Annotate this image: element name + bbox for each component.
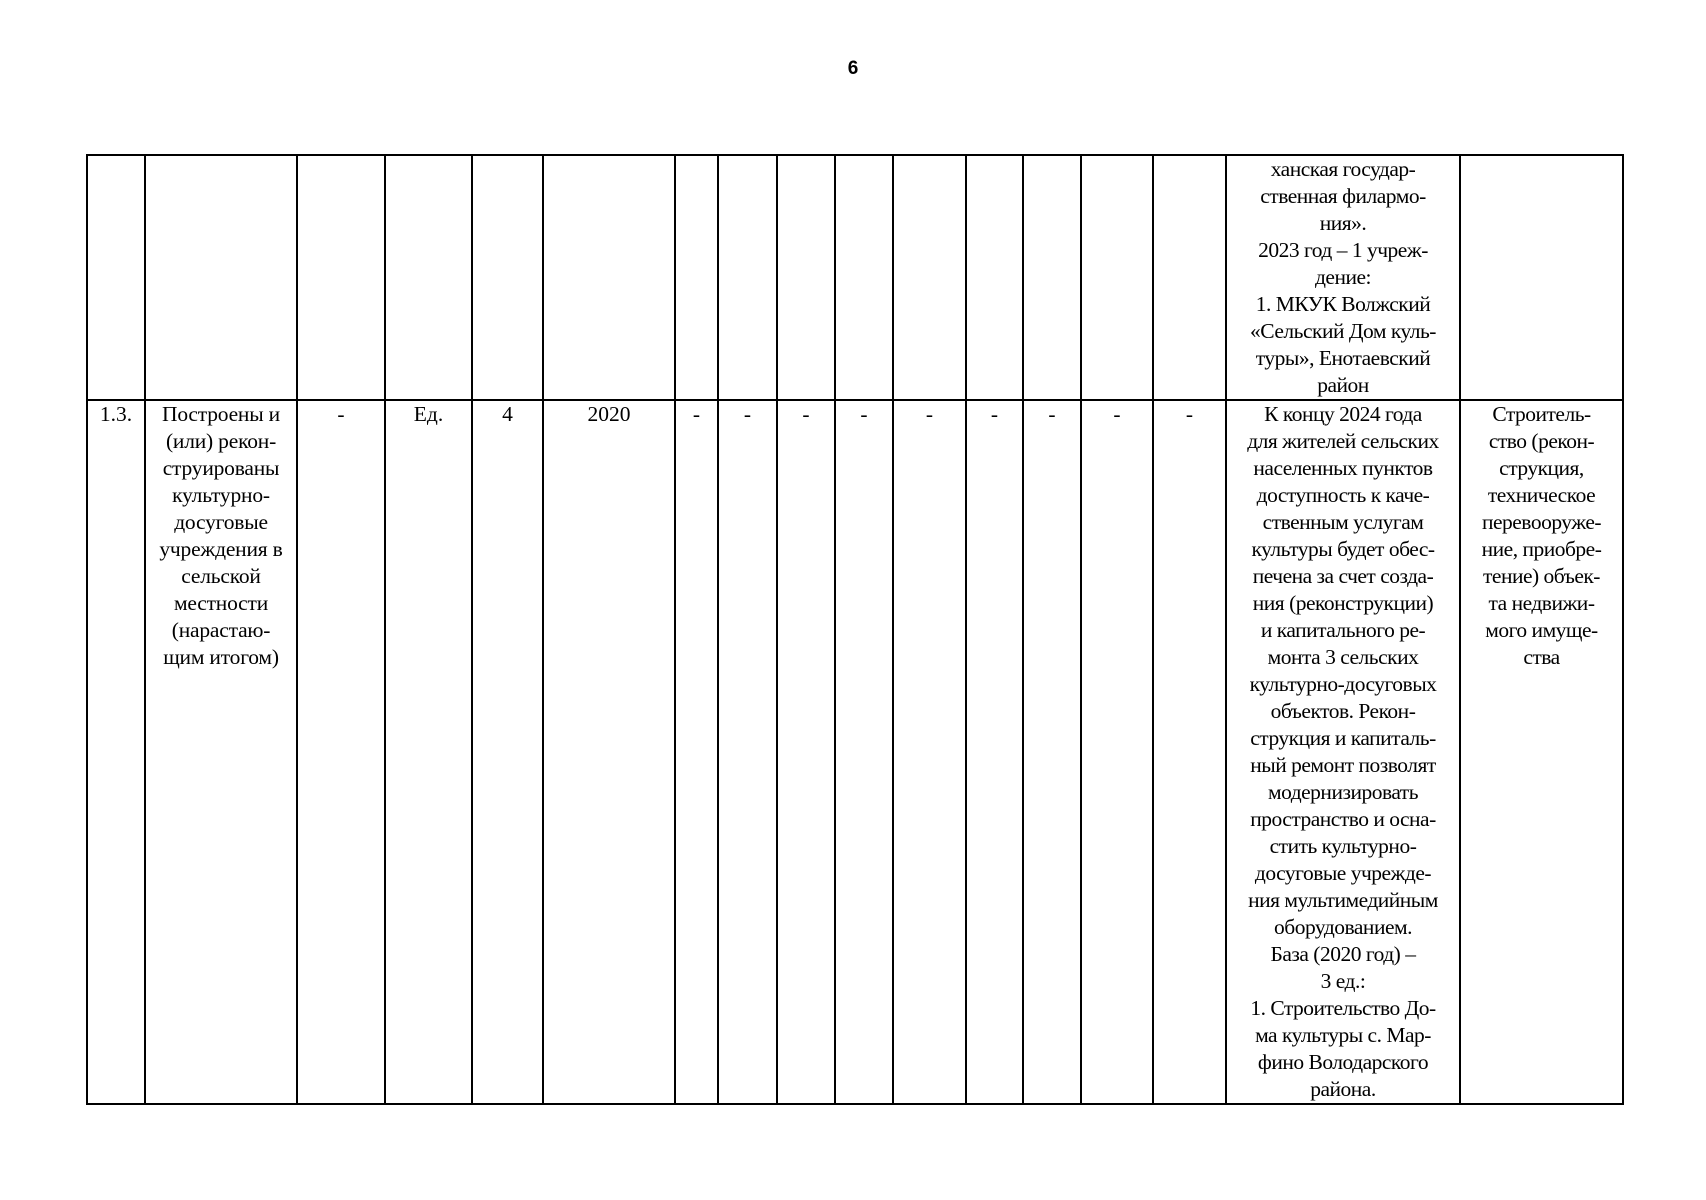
cell-unit [385, 155, 472, 400]
indicator-text: Построены и (или) рекон- струированы культурно- досуговые учреждения в сельской местности (нарастаю- щим итогом) [159, 402, 283, 669]
cell-number [87, 155, 145, 400]
cell-year-value [1023, 155, 1081, 400]
cell-base-year [543, 155, 675, 400]
cell-event-type [1460, 155, 1623, 400]
cell-level [297, 155, 385, 400]
result-text: ханская государ- ственная филармо- ния». 2023 год – 1 учреж- дение: 1. МКУК Волжский «Сельский Дом куль- туры», Енотаевский район [1250, 157, 1436, 397]
cell-base-year: 2020 [543, 400, 675, 1104]
cell-indicator [145, 400, 297, 1104]
cell-year-value: - [777, 400, 835, 1104]
cell-indicator [145, 155, 297, 400]
cell-year-value [835, 155, 893, 400]
cell-base-value: 4 [472, 400, 543, 1104]
event-type-text: Строитель- ство (рекон- струкция, техническое перевооруже- ние, приобре- тение) объек- та недвижи- мого имуще- ства [1481, 402, 1602, 669]
cell-year-value: - [835, 400, 893, 1104]
cell-year-value [718, 155, 777, 400]
cell-year-value: - [893, 400, 966, 1104]
cell-year-value [675, 155, 718, 400]
cell-result-text [1226, 155, 1460, 400]
cell-year-value: - [718, 400, 777, 1104]
cell-year-value [777, 155, 835, 400]
cell-number: 1.3. [87, 400, 145, 1104]
table-row-continued [87, 155, 1623, 400]
table-row-1-3 [87, 400, 1623, 1104]
page-number: 6 [847, 58, 859, 79]
cell-year-value: - [966, 400, 1023, 1104]
cell-base-value [472, 155, 543, 400]
cell-year-value [1153, 155, 1226, 400]
cell-year-value [966, 155, 1023, 400]
cell-year-value [893, 155, 966, 400]
cell-year-value [1081, 155, 1153, 400]
cell-result-text [1226, 400, 1460, 1104]
cell-year-value: - [1081, 400, 1153, 1104]
cell-year-value: - [1153, 400, 1226, 1104]
cell-year-value: - [675, 400, 718, 1104]
cell-event-type [1460, 400, 1623, 1104]
cell-unit: Ед. [385, 400, 472, 1104]
cell-level: - [297, 400, 385, 1104]
cell-year-value: - [1023, 400, 1081, 1104]
indicators-table [86, 154, 1624, 1105]
result-text: К концу 2024 года для жителей сельских населенных пунктов доступность к каче- ственным услугам культуры будет обес- печена за счет созда- ния (реконструкции) и капитального ре- монта 3 сельских культурно-досуговых объектов. Рекон- струкция и капиталь- ный ремонт позволят модернизировать пространство и осна- стить культурно- досуговые учрежде- ния мультимедийным оборудованием. База (2020 год) – 3 ед.: 1. Строительство До- ма культуры с. Мар- фино Володарского района. [1247, 402, 1439, 1101]
